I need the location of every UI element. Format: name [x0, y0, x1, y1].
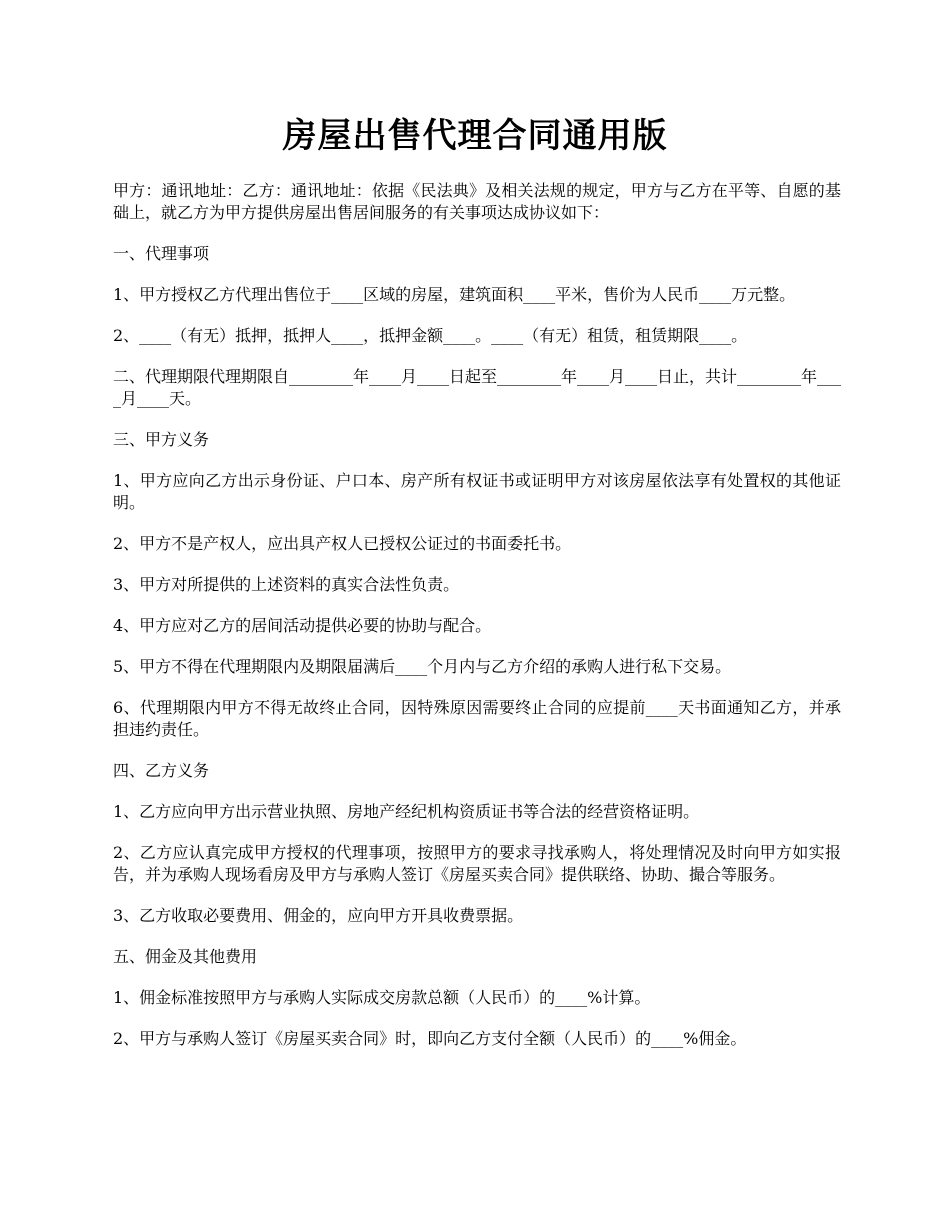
- clause-4-3: 3、乙方收取必要费用、佣金的，应向甲方开具收费票据。: [113, 906, 524, 925]
- clause-1-1: 1、甲方授权乙方代理出售位于____区域的房屋，建筑面积____平米，售价为人民币____万元整。: [113, 285, 796, 304]
- section-heading-4: 四、乙方义务: [113, 761, 210, 780]
- clause-4-2: 2、乙方应认真完成甲方授权的代理事项，按照甲方的要求寻找承购人，将处理情况及时向甲方如实报告，并为承购人现场看房及甲方与承购人签订《房屋买卖合同》提供联络、协助、撮合等服务。: [113, 843, 841, 884]
- clause-3-2: 2、甲方不是产权人，应出具产权人已授权公证过的书面委托书。: [113, 534, 572, 553]
- section-heading-1: 一、代理事项: [113, 244, 210, 263]
- clause-4-1: 1、乙方应向甲方出示营业执照、房地产经纪机构资质证书等合法的经营资格证明。: [113, 802, 700, 821]
- clause-3-4: 4、甲方应对乙方的居间活动提供必要的协助与配合。: [113, 616, 492, 635]
- clause-1-2: 2、____（有无）抵押，抵押人____，抵押金额____。____（有无）租赁，租赁期限____。: [113, 326, 748, 345]
- clause-5-1: 1、佣金标准按照甲方与承购人实际成交房款总额（人民币）的____%计算。: [113, 988, 651, 1007]
- clause-3-5: 5、甲方不得在代理期限内及期限届满后____个月内与乙方介绍的承购人进行私下交易。: [113, 657, 732, 676]
- clause-5-2: 2、甲方与承购人签订《房屋买卖合同》时，即向乙方支付全额（人民币）的____%佣金。: [113, 1029, 747, 1048]
- clause-3-6: 6、代理期限内甲方不得无故终止合同，因特殊原因需要终止合同的应提前____天书面通知乙方，并承担违约责任。: [113, 698, 841, 739]
- document-title: 房屋出售代理合同通用版: [282, 116, 668, 156]
- clause-3-1: 1、甲方应向乙方出示身份证、户口本、房产所有权证书或证明甲方对该房屋依法享有处置权的其他证明。: [113, 471, 841, 512]
- clause-3-3: 3、甲方对所提供的上述资料的真实合法性负责。: [113, 575, 460, 594]
- document-body: [113, 180, 841, 1069]
- section-heading-2: 二、代理期限代理期限自________年____月____日起至________年____月____日止，共计________年____月____天。: [113, 367, 842, 408]
- section-heading-5: 五、佣金及其他费用: [113, 947, 258, 966]
- section-heading-3: 三、甲方义务: [113, 430, 210, 449]
- intro-paragraph: 甲方：通讯地址：乙方：通讯地址：依据《民法典》及相关法规的规定，甲方与乙方在平等、自愿的基础上，就乙方为甲方提供房屋出售居间服务的有关事项达成协议如下：: [113, 181, 841, 222]
